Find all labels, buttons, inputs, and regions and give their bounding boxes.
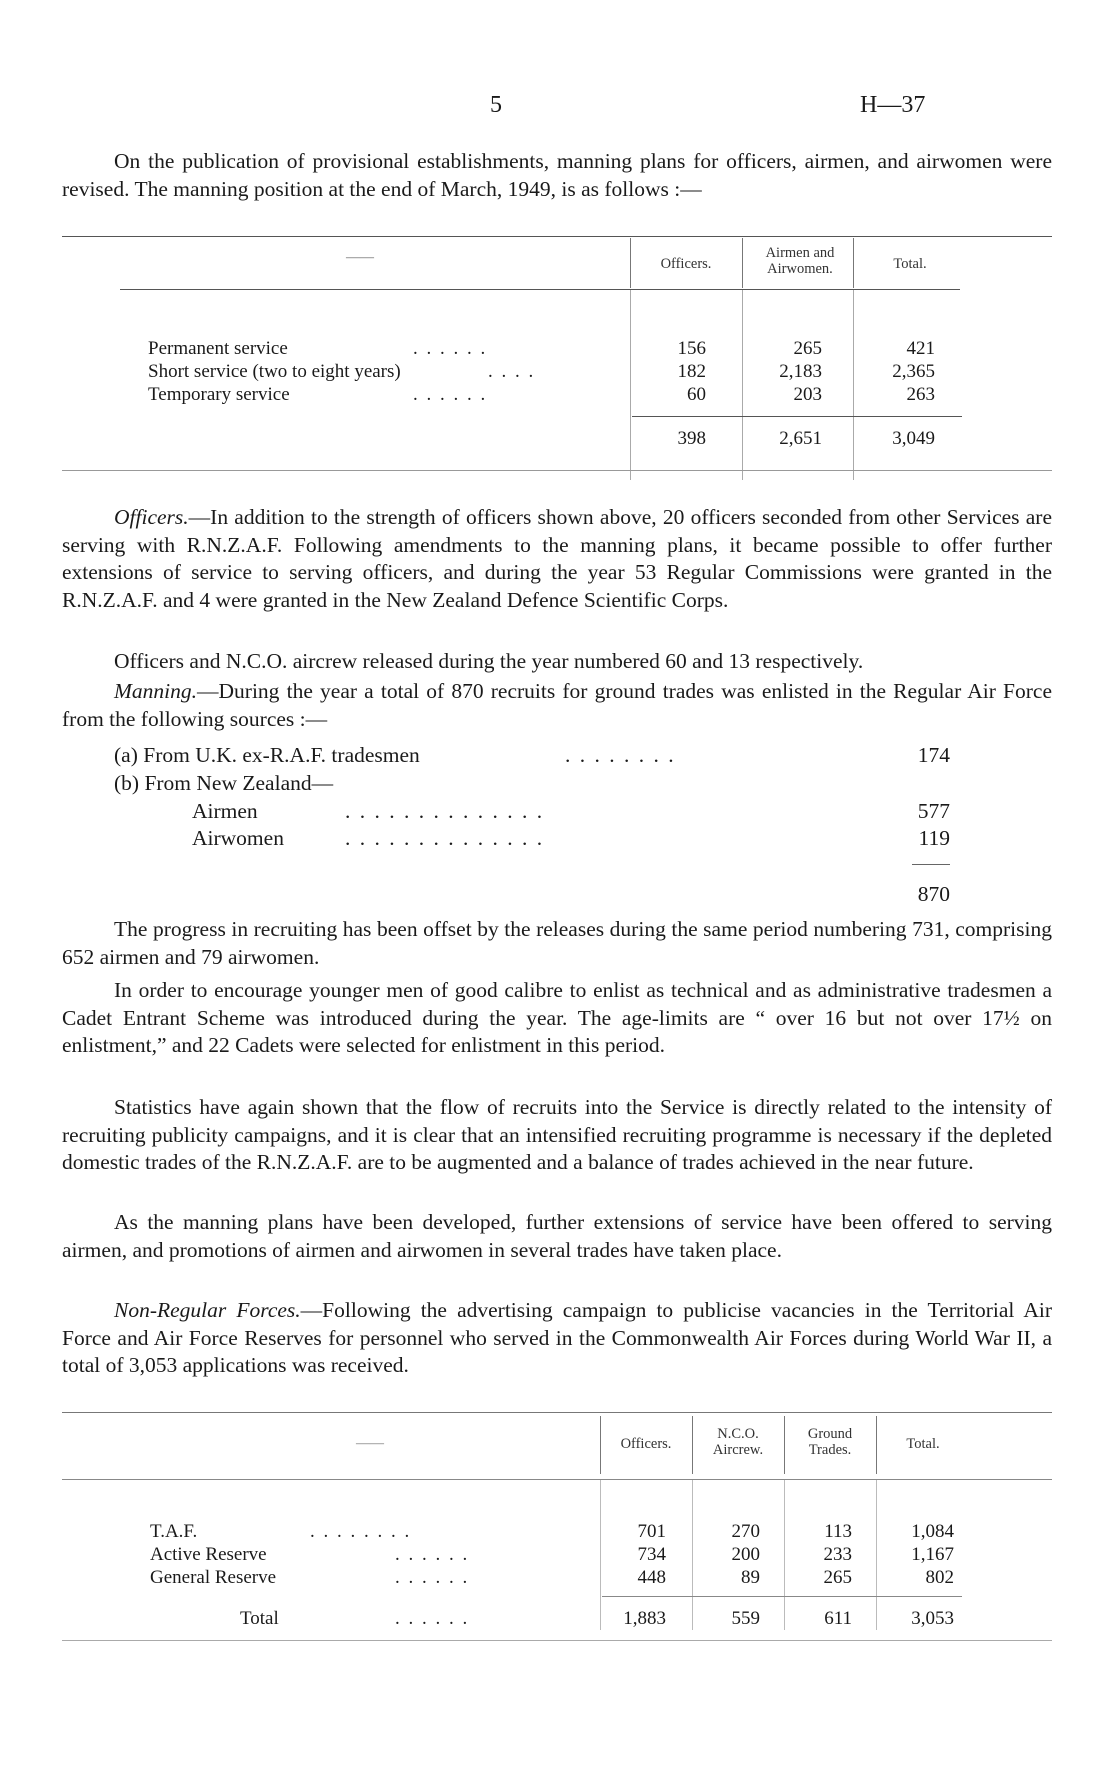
non-regular-paragraph xyxy=(62,1297,1052,1380)
dot-leader: . . . . . . xyxy=(395,1567,470,1588)
table1-cell: 203 xyxy=(793,384,822,405)
manning-plans-paragraph xyxy=(62,1209,1052,1264)
table-row xyxy=(148,384,628,406)
table1-cell: 156 xyxy=(677,338,706,359)
table2-total-row xyxy=(240,1608,600,1630)
progress-text: The progress in recruiting has been offset by the releases during the same period numbering 731, comprising 652 airmen and 79 airwomen. xyxy=(62,917,1052,969)
table1-row-label: Temporary service xyxy=(148,384,290,405)
dot-leader: . . . . xyxy=(488,361,536,382)
table2-cell: 113 xyxy=(824,1521,852,1542)
aircrew-text: Officers and N.C.O. aircrew released during the year numbered 60 and 13 respectively. xyxy=(114,649,864,673)
table1-cell: 2,365 xyxy=(892,361,935,382)
manning-text: —During the year a total of 870 recruits for ground trades was enlisted in the Regular Air Force from the following sources :— xyxy=(62,679,1052,731)
table2-cell: 802 xyxy=(925,1567,954,1588)
dot-leader: . . . . . . xyxy=(395,1544,470,1565)
dot-leader: . . . . . . . . . . . . . . xyxy=(345,799,545,823)
table2-corner: —— xyxy=(356,1436,384,1451)
table2-row-label: T.A.F. xyxy=(150,1521,198,1542)
manning-plans-text: As the manning plans have been developed, further extensions of service have been offered to serving airmen, and promotions of airmen and airwomen in several trades have taken place. xyxy=(62,1210,1052,1262)
aircrew-paragraph xyxy=(62,648,1052,676)
manning-heading: Manning. xyxy=(114,679,198,703)
table1-cell: 60 xyxy=(687,384,706,405)
table2-cell: 233 xyxy=(823,1544,852,1565)
table-row xyxy=(150,1521,590,1543)
table2-cell: 1,084 xyxy=(911,1521,954,1542)
source-a-value: 174 xyxy=(917,743,950,767)
officers-paragraph xyxy=(62,504,1052,614)
non-regular-heading: Non-Regular Forces. xyxy=(114,1298,301,1322)
table2-total: 611 xyxy=(824,1608,852,1629)
airwomen-value: 119 xyxy=(918,826,950,850)
dot-leader: . . . . . . xyxy=(413,338,488,359)
table1-total: 3,049 xyxy=(892,428,935,449)
intro-paragraph xyxy=(62,148,1052,203)
dot-leader: . . . . . . xyxy=(413,384,488,405)
table2-total: 559 xyxy=(731,1608,760,1629)
table2-cell: 701 xyxy=(637,1521,666,1542)
table1-col-airmen: Airmen and Airwomen. xyxy=(765,245,835,277)
table2-cell: 200 xyxy=(731,1544,760,1565)
table1-cell: 421 xyxy=(906,338,935,359)
dot-leader: . . . . . . . . xyxy=(565,743,676,767)
table2-row-label: General Reserve xyxy=(150,1567,277,1588)
non-regular-text: —Following the advertising campaign to publicise vacancies in the Territorial Air Force and Air Force Reserves for personnel who served in the Commonwealth Air Forces during World War II, a total of 3,053 applications was received. xyxy=(62,1298,1052,1377)
table2-total: 1,883 xyxy=(623,1608,666,1629)
sources-total: 870 xyxy=(917,882,950,906)
progress-paragraph xyxy=(62,916,1052,971)
page-number: 5 xyxy=(490,92,502,118)
intro-text: On the publication of provisional establishments, manning plans for officers, airmen, and airwomen were revised. The manning position at the end of March, 1949, is as follows :— xyxy=(62,149,1052,201)
table-row xyxy=(150,1567,590,1589)
officers-text: —In addition to the strength of officers shown above, 20 officers seconded from other Services are serving with R.N.Z.A.F. Following amendments to the manning plans, it became possible to offer further extensions of service to serving officers, and during the year 53 Regular Commissions were granted in the R.N.Z.A.F. and 4 were granted in the New Zealand Defence Scientific Corps. xyxy=(62,505,1052,612)
dot-leader: . . . . . . . . xyxy=(310,1521,412,1542)
table2-col-total: Total. xyxy=(906,1436,940,1452)
statistics-text: Statistics have again shown that the flow of recruits into the Service is directly related to the intensity of recruiting publicity campaigns, and it is clear that an intensified recruiting programme is necessary if the depleted domestic trades of the R.N.Z.A.F. are to be augmented and a balance of trades achieved in the near future. xyxy=(62,1095,1052,1174)
table1-total: 398 xyxy=(677,428,706,449)
table-row xyxy=(148,338,628,360)
airmen-value: 577 xyxy=(917,799,950,823)
table2-cell: 734 xyxy=(637,1544,666,1565)
officers-heading: Officers. xyxy=(114,505,189,529)
table2-total: 3,053 xyxy=(911,1608,954,1629)
table1-cell: 2,183 xyxy=(779,361,822,382)
table1-cell: 265 xyxy=(793,338,822,359)
source-a-label: (a) From U.K. ex-R.A.F. tradesmen xyxy=(114,743,420,767)
table2-total-label: Total xyxy=(240,1608,279,1629)
source-b-label: (b) From New Zealand— xyxy=(114,771,334,795)
table2-col-officers: Officers. xyxy=(620,1436,672,1452)
table1-total: 2,651 xyxy=(779,428,822,449)
table1-col-total: Total. xyxy=(893,256,927,272)
table1-col-officers: Officers. xyxy=(660,256,712,272)
table2-cell: 265 xyxy=(823,1567,852,1588)
table1-cell: 182 xyxy=(677,361,706,382)
table2-cell: 270 xyxy=(731,1521,760,1542)
cadet-text: In order to encourage younger men of good calibre to enlist as technical and as administrative tradesmen a Cadet Entrant Scheme was introduced during the year. The age-limits are “ over 16 but not over 17½ on enlistment,” and 22 Cadets were selected for enlistment in this period. xyxy=(62,978,1052,1057)
table1-row-label: Short service (two to eight years) xyxy=(148,361,401,382)
table1-corner: —— xyxy=(346,250,374,265)
table2-cell: 448 xyxy=(637,1567,666,1588)
table-row xyxy=(148,361,628,383)
table2-cell: 89 xyxy=(741,1567,760,1588)
airwomen-label: Airwomen xyxy=(192,826,284,850)
manning-paragraph xyxy=(62,678,1052,733)
airmen-label: Airmen xyxy=(192,799,258,823)
table2-cell: 1,167 xyxy=(911,1544,954,1565)
dot-leader: . . . . . . xyxy=(395,1608,470,1629)
document-code: H—37 xyxy=(860,92,926,118)
table2-row-label: Active Reserve xyxy=(150,1544,267,1565)
table-row xyxy=(150,1544,590,1566)
dot-leader: . . . . . . . . . . . . . . xyxy=(345,826,545,850)
table2-col-nco: N.C.O. Aircrew. xyxy=(712,1426,764,1458)
table2-col-ground: Ground Trades. xyxy=(807,1426,853,1458)
table1-cell: 263 xyxy=(906,384,935,405)
statistics-paragraph xyxy=(62,1094,1052,1177)
cadet-paragraph xyxy=(62,977,1052,1060)
table1-row-label: Permanent service xyxy=(148,338,288,359)
